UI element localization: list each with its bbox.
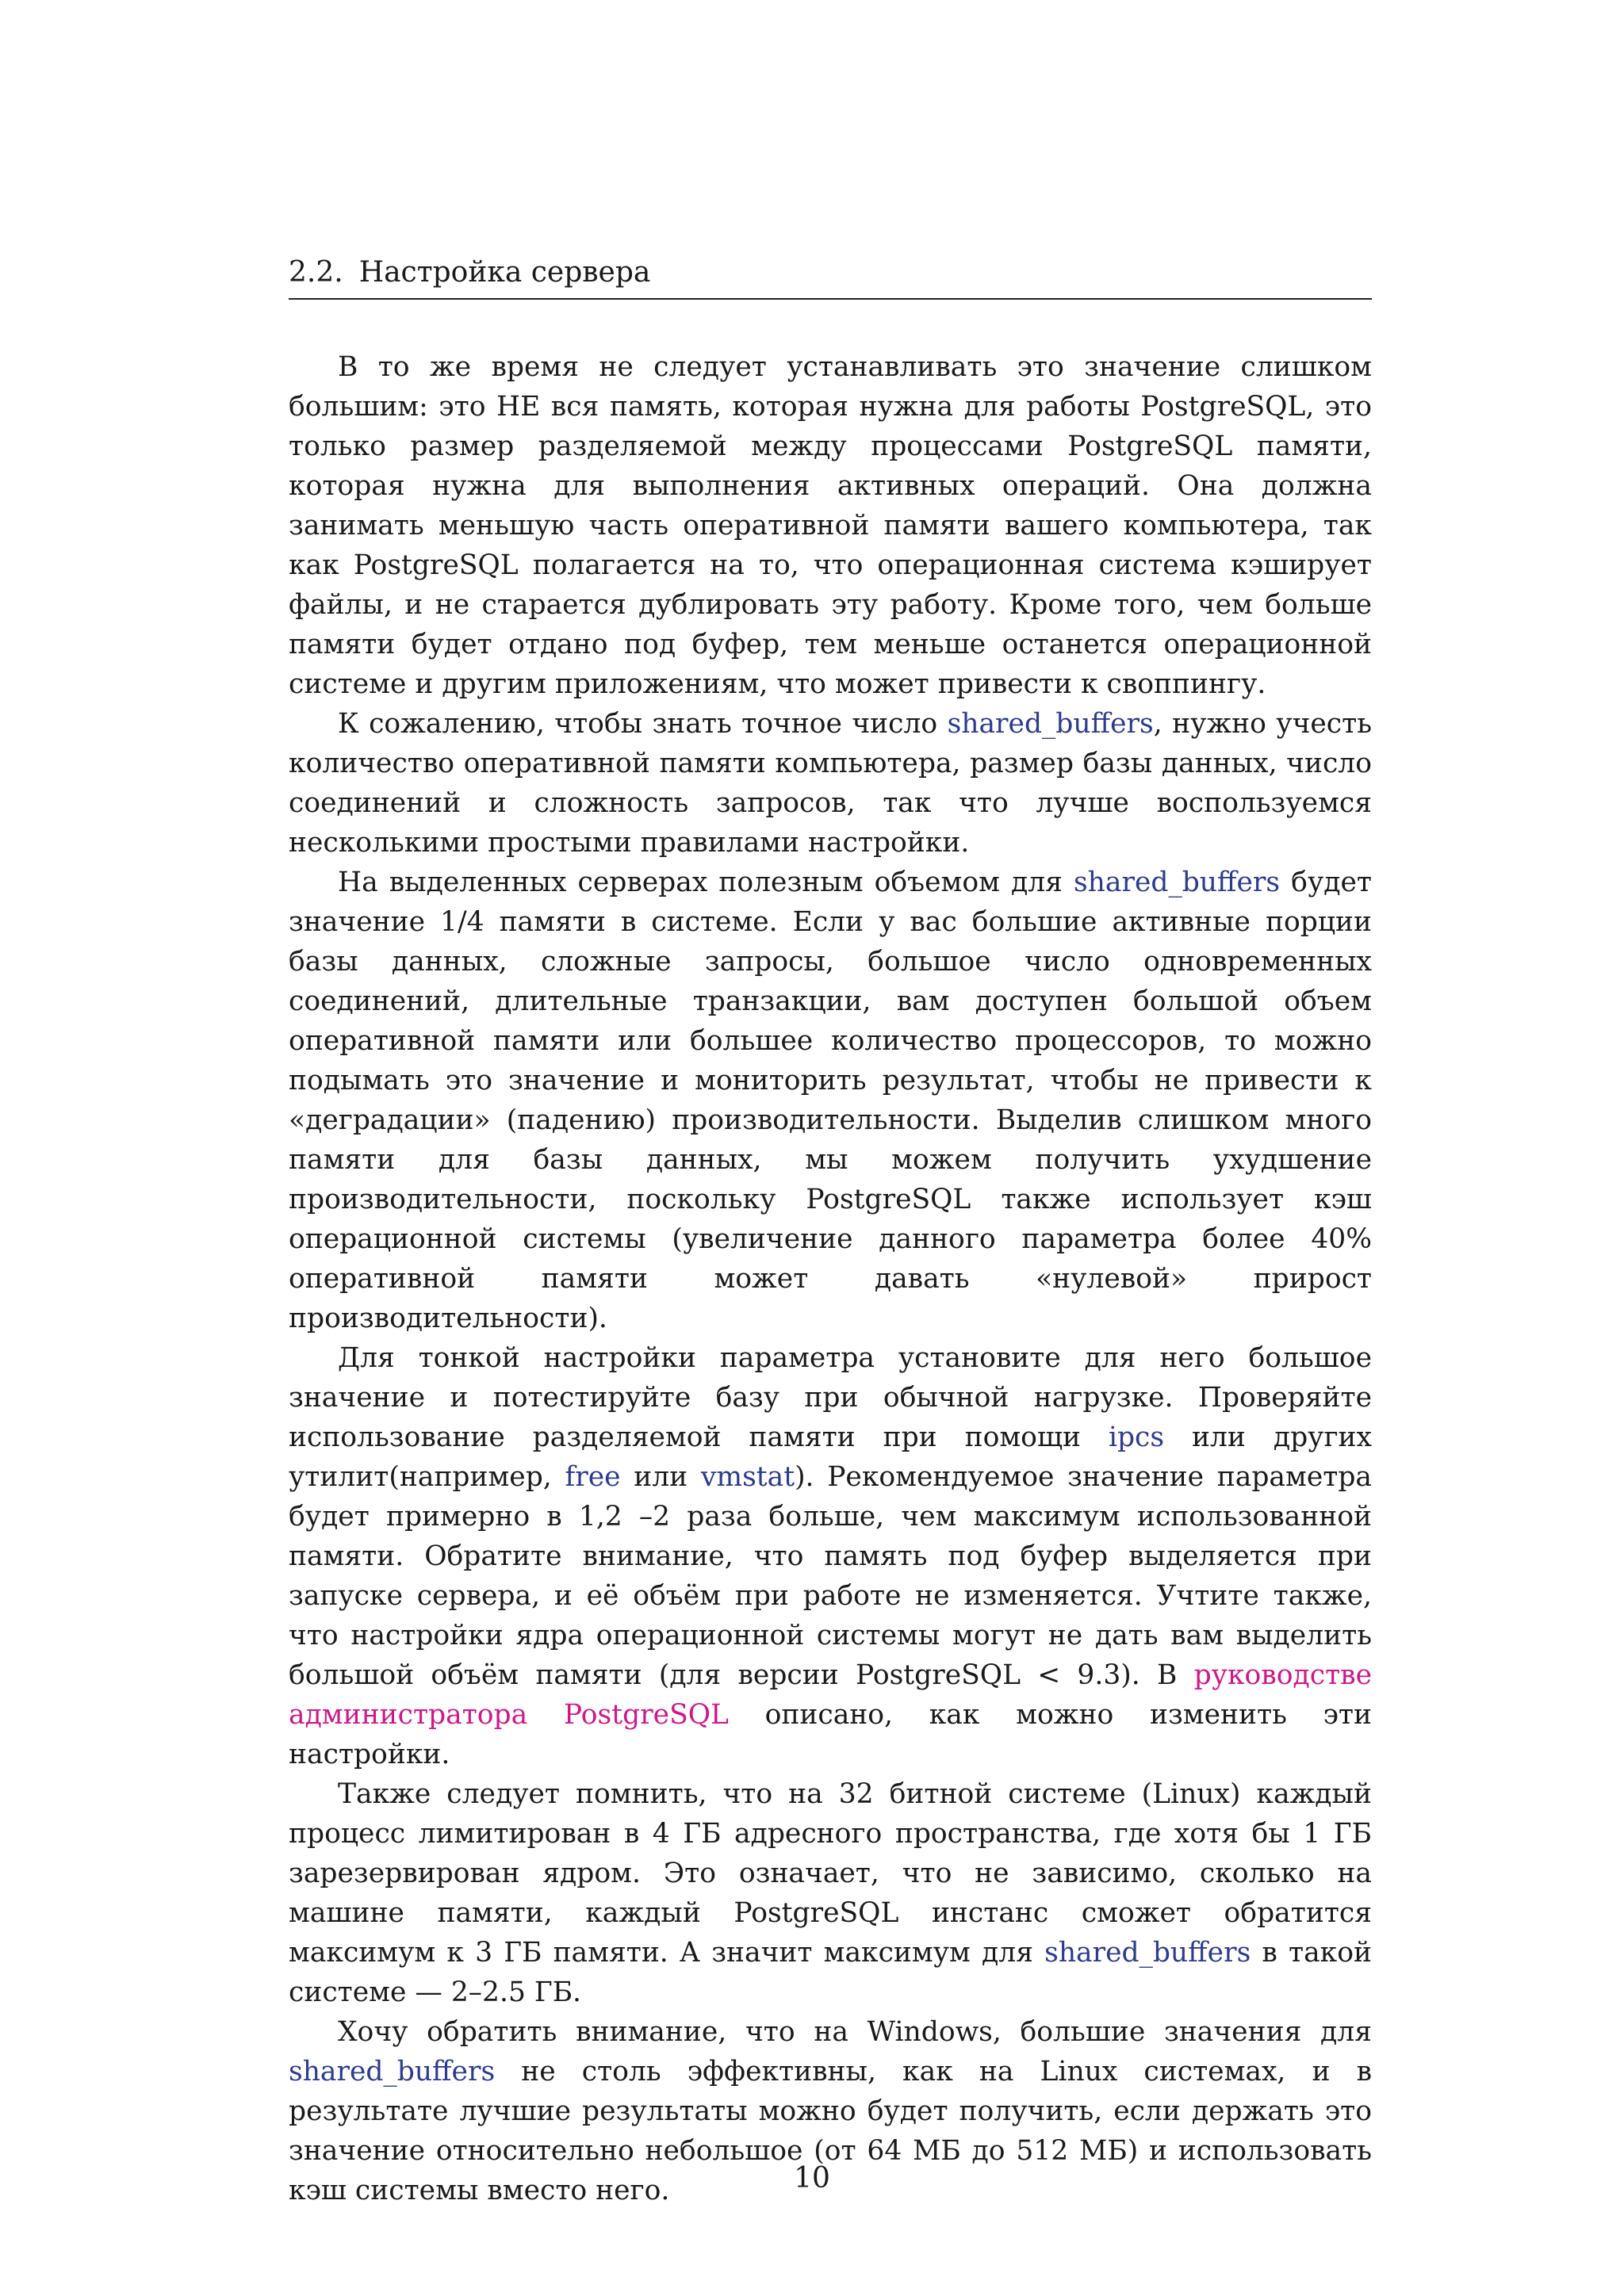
body-text	[289, 347, 1372, 2210]
text-run: , нужно учесть количество оперативной памяти компьютера, размер базы данных, число соединений и сложность запросов, так что лучше воспользуемся несколькими простыми правилами настройки.	[289, 708, 1372, 859]
section-title: Настройка сервера	[358, 256, 651, 289]
running-header	[289, 255, 1372, 300]
admin-guide-link[interactable]: руководстве администратора PostgreSQL	[289, 1659, 1372, 1731]
text-run: В то же время не следует устанавливать это значение слишком большим: это НЕ вся память, которая нужна для работы PostgreSQL, это только размер разделяемой между процессами PostgreSQL памяти, которая нужна для выполнения активных операций. Она должна занимать меньшую часть оперативной памяти вашего компьютера, так как PostgreSQL полагается на то, что операционная система кэширует файлы, и не старается дублировать эту работу. Кроме того, чем больше памяти будет отдано под буфер, тем меньше останется операционной системе и другим приложениям, что может привести к своппингу.	[289, 351, 1372, 700]
text-run: На выделенных серверах полезным объемом для	[338, 867, 1074, 898]
text-run: в такой системе — 2–2.5 ГБ.	[289, 1937, 1372, 2008]
vmstat-keyword[interactable]: vmstat	[700, 1461, 795, 1493]
text-run: не столь эффективны, как на Linux системах, и в результате лучшие результаты можно будет получить, если держать это значение относительно небольшое (от 64 МБ до 512 МБ) и использовать кэш системы вместо него.	[289, 2056, 1372, 2206]
section-number: 2.2.	[289, 256, 343, 289]
text-run: описано, как можно изменить эти настройки.	[289, 1699, 1372, 1770]
page-number: 10	[794, 2162, 830, 2195]
paragraph-5	[289, 1774, 1372, 2012]
paragraph-2	[289, 704, 1372, 863]
text-run: или	[620, 1461, 701, 1493]
shared-buffers-keyword[interactable]: shared_buffers	[1044, 1937, 1251, 1969]
text-run: Также следует помнить, что на 32 битной системе (Linux) каждый процесс лимитирован в 4 ГБ адресного пространства, где хотя бы 1 ГБ зарезервирован ядром. Это означает, что не зависимо, сколько на машине памяти, каждый PostgreSQL инстанс сможет обратится максимум к 3 ГБ памяти. А значит максимум для	[289, 1778, 1372, 1969]
text-run: ). Рекомендуемое значение параметра будет примерно в 1,2 –2 раза больше, чем максимум использованной памяти. Обратите внимание, что память под буфер выделяется при запуске сервера, и её объём при работе не изменяется. Учтите также, что настройки ядра операционной системы могут не дать вам выделить большой объём памяти (для версии PostgreSQL < 9.3). В	[289, 1461, 1372, 1691]
text-run: К сожалению, чтобы знать точное число	[338, 708, 948, 740]
text-run: Для тонкой настройки параметра установите для него большое значение и потестируйте базу при обычной нагрузке. Проверяйте использование разделяемой памяти при помощи	[289, 1342, 1372, 1453]
ipcs-keyword[interactable]: ipcs	[1108, 1422, 1165, 1453]
text-run: или других утилит(например,	[289, 1422, 1372, 1493]
free-keyword[interactable]: free	[565, 1461, 621, 1493]
shared-buffers-keyword[interactable]: shared_buffers	[289, 2056, 496, 2087]
paragraph-3	[289, 863, 1372, 1338]
text-run: будет значение 1/4 памяти в системе. Если у вас большие активные порции базы данных, сложные запросы, большое число одновременных соединений, длительные транзакции, вам доступен большой объем оперативной памяти или большее количество процессоров, то можно подымать это значение и мониторить результат, чтобы не привести к «деградации» (падению) производительности. Выделив слишком много памяти для базы данных, мы можем получить ухудшение производительности, поскольку PostgreSQL также использует кэш операционной системы (увеличение данного параметра более 40% оперативной памяти может давать «нулевой» прирост производительности).	[289, 867, 1372, 1334]
text-run: Хочу обратить внимание, что на Windows, большие значения для	[338, 2016, 1372, 2048]
paragraph-1	[289, 347, 1372, 704]
shared-buffers-keyword[interactable]: shared_buffers	[947, 708, 1154, 740]
shared-buffers-keyword[interactable]: shared_buffers	[1073, 867, 1281, 898]
paragraph-4	[289, 1338, 1372, 1774]
